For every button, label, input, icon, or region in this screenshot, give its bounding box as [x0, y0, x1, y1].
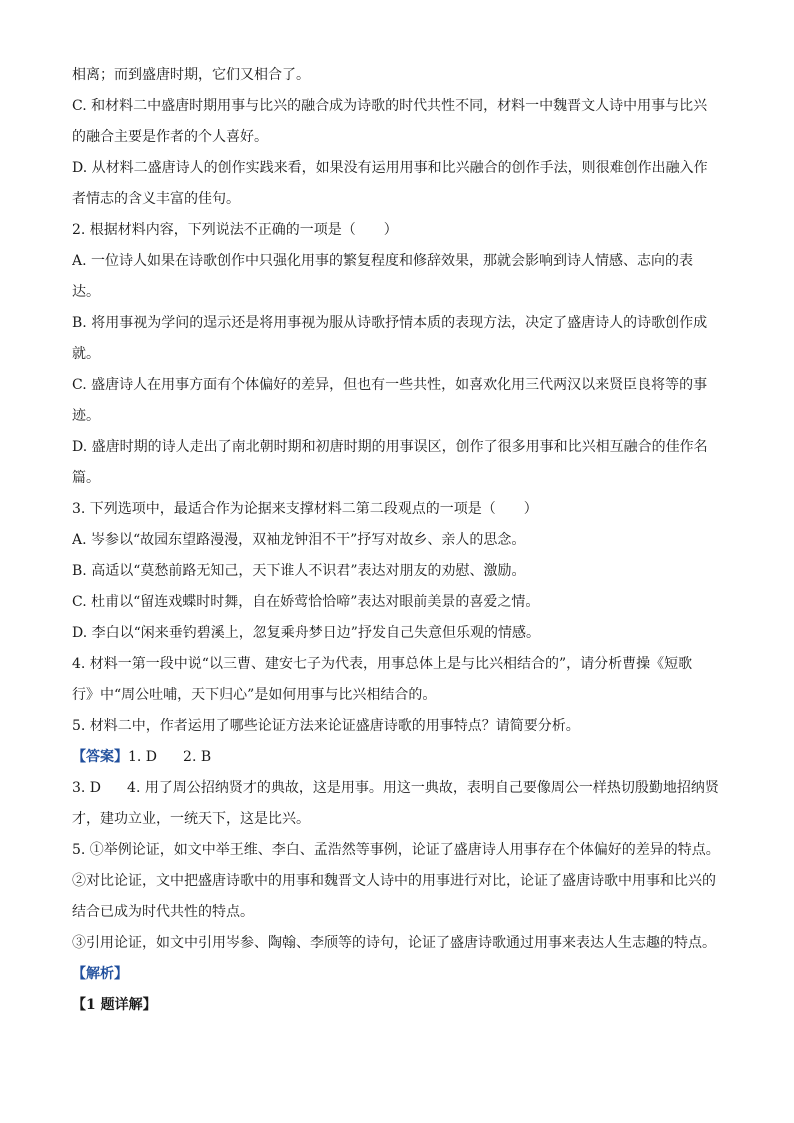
option-d-line-cont: 者情志的含义丰富的佳句。	[72, 191, 240, 207]
answer-4-cont: 才，建功立业，一统天下，这是比兴。	[72, 811, 310, 827]
detail-label: 【1 题详解】	[72, 997, 157, 1013]
question-4-cont: 行》中“周公吐哺，天下归心”是如何用事与比兴相结合的。	[72, 687, 437, 703]
q2-option-c: C. 盛唐诗人在用事方面有个体偏好的差异，但也有一些共性，如喜欢化用三代两汉以来贤臣良将等的事	[72, 377, 708, 393]
analysis-label: 【解析】	[72, 966, 128, 982]
answer-1: 1. D	[128, 749, 158, 765]
question-5: 5. 材料二中，作者运用了哪些论证方法来论证盛唐诗歌的用事特点？请简要分析。	[72, 718, 580, 734]
q2-option-d: D. 盛唐时期的诗人走出了南北朝时期和初唐时期的用事误区，创作了很多用事和比兴相互融合的佳作名	[72, 439, 708, 455]
q3-option-c: C. 杜甫以“留连戏蝶时时舞，自在娇莺恰恰啼”表达对眼前美景的喜爱之情。	[72, 594, 540, 610]
text-line-1: 相离；而到盛唐时期，它们又相合了。	[72, 67, 310, 83]
answer-5-c: ③引用论证，如文中引用岑参、陶翰、李颀等的诗句，论证了盛唐诗歌通过用事来表达人生志趣的特点。	[72, 935, 716, 951]
option-c-line: C. 和材料二中盛唐时期用事与比兴的融合成为诗歌的时代共性不同，材料一中魏晋文人诗中用事与比兴	[72, 98, 708, 114]
answer-5-a: 5. ①举例论证，如文中举王维、李白、孟浩然等事例，论证了盛唐诗人用事存在个体偏好的差异的特点。	[72, 842, 720, 858]
q3-option-b: B. 高适以“莫愁前路无知己，天下谁人不识君”表达对朋友的劝慰、激励。	[72, 563, 526, 579]
q2-option-a: A. 一位诗人如果在诗歌创作中只强化用事的繁复程度和修辞效果，那就会影响到诗人情感、志向的表	[72, 253, 694, 269]
q2-option-d-cont: 篇。	[72, 470, 100, 486]
q3-option-a: A. 岑参以“故园东望路漫漫，双袖龙钟泪不干”抒写对故乡、亲人的思念。	[72, 532, 526, 548]
question-2: 2. 根据材料内容，下列说法不正确的一项是（ ）	[72, 222, 398, 238]
q3-option-d: D. 李白以“闲来垂钓碧溪上，忽复乘舟梦日边”抒发自己失意但乐观的情感。	[72, 625, 540, 641]
option-c-line-cont: 的融合主要是作者的个人喜好。	[72, 129, 268, 145]
answer-5-b: ②对比论证，文中把盛唐诗歌中的用事和魏晋文人诗中的用事进行对比，论证了盛唐诗歌中用事和比兴的	[72, 873, 716, 889]
answer-2: 2. B	[183, 749, 212, 765]
answer-label: 【答案】	[72, 749, 128, 765]
answer-4-text: 4. 用了周公招纳贤才的典故，这是用事。用这一典故，表明自己要像周公一样热切殷勤地招纳贤	[127, 780, 719, 796]
q2-option-a-cont: 达。	[72, 284, 100, 300]
question-4: 4. 材料一第一段中说“以三曹、建安七子为代表，用事总体上是与比兴相结合的”，请分析曹操《短歌	[72, 656, 693, 672]
answer-3-4-line	[72, 773, 732, 804]
answer-3-text: 3. D	[72, 780, 102, 796]
question-3: 3. 下列选项中，最适合作为论据来支撑材料二第二段观点的一项是（ ）	[72, 501, 538, 517]
document-page	[72, 60, 732, 1021]
answer-line	[72, 742, 732, 773]
answer-5-b-cont: 结合已成为时代共性的特点。	[72, 904, 254, 920]
q2-option-c-cont: 迹。	[72, 408, 100, 424]
q2-option-b: B. 将用事视为学问的逞示还是将用事视为服从诗歌抒情本质的表现方法，决定了盛唐诗人的诗歌创作成	[72, 315, 708, 331]
q2-option-b-cont: 就。	[72, 346, 100, 362]
option-d-line: D. 从材料二盛唐诗人的创作实践来看，如果没有运用用事和比兴融合的创作手法，则很难创作出融入作	[72, 160, 708, 176]
